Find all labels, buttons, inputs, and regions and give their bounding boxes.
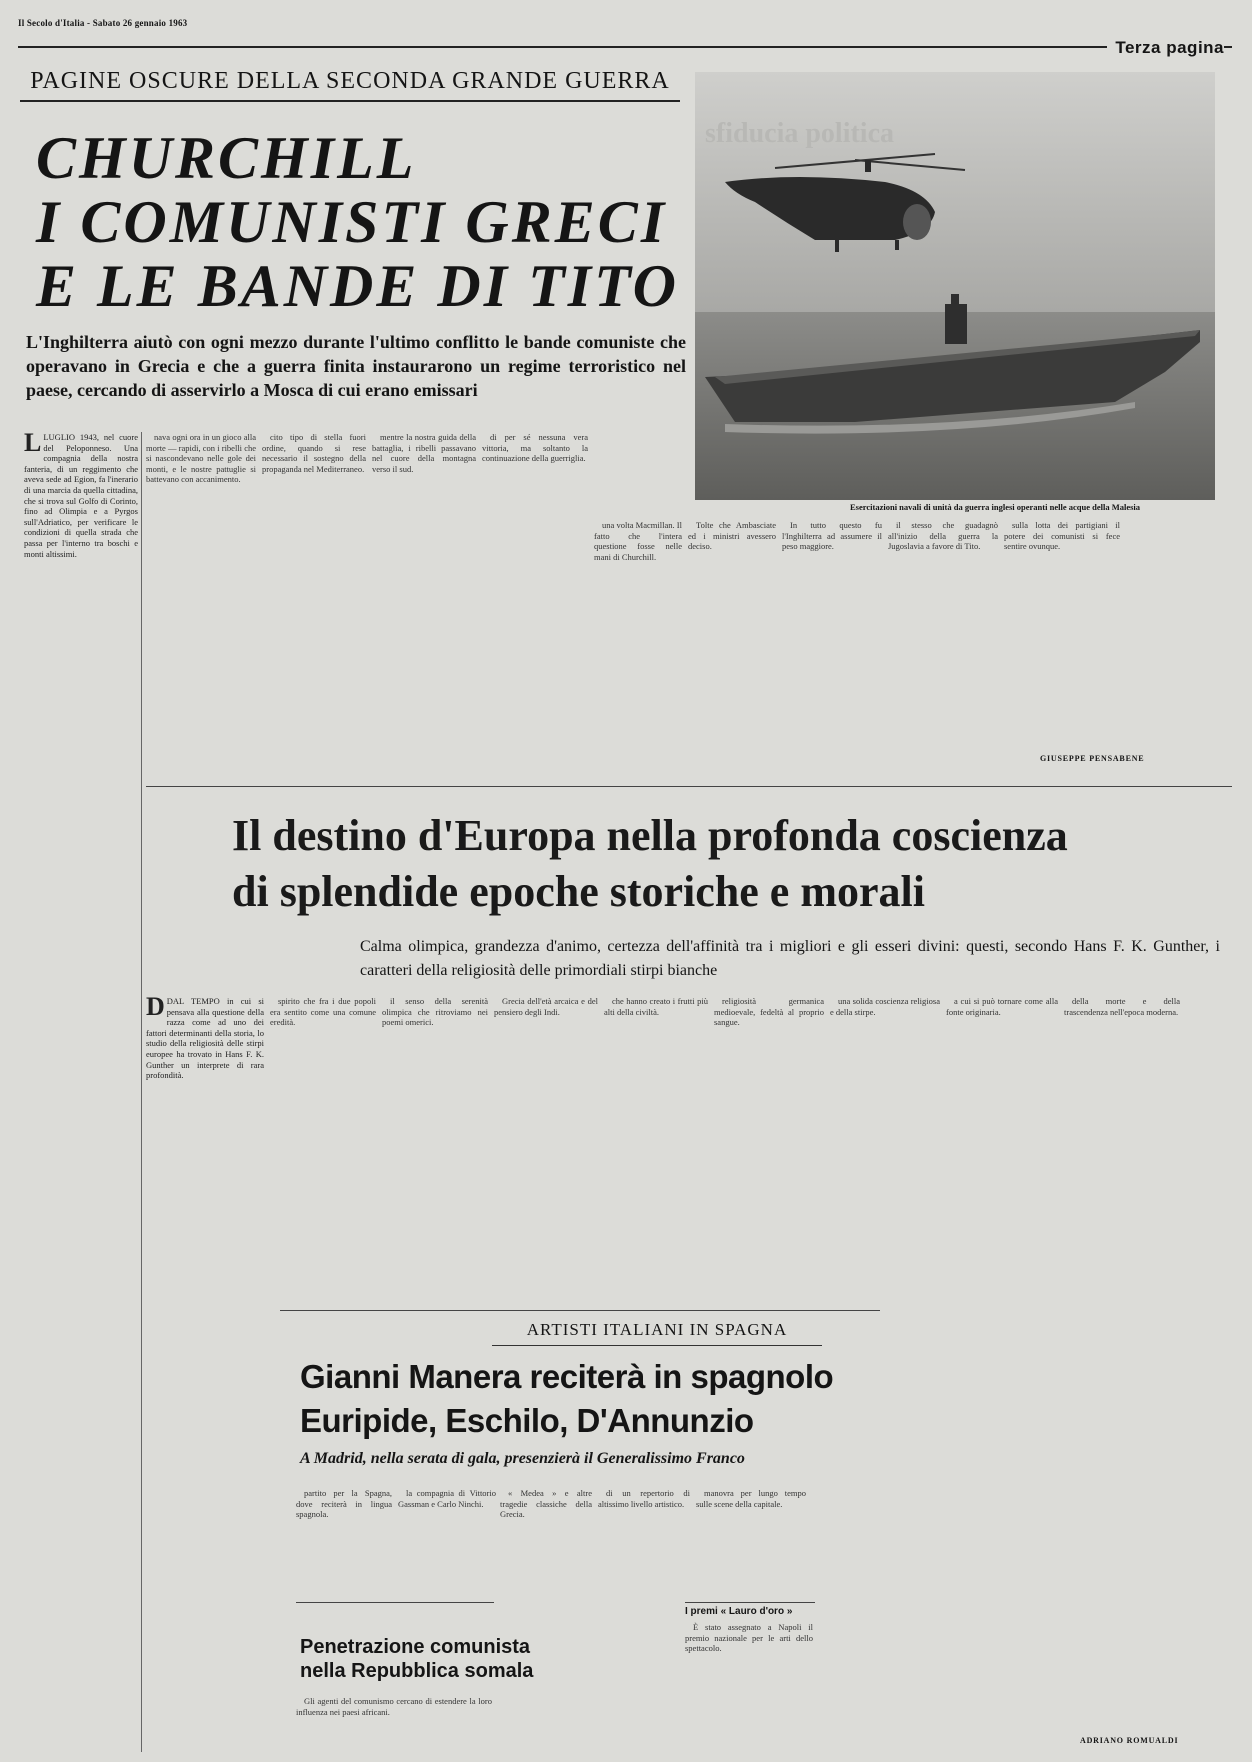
article2-byline: ADRIANO ROMUALDI (1080, 1736, 1179, 1745)
article3-kicker: ARTISTI ITALIANI IN SPAGNA (526, 1320, 788, 1339)
article2-deck: Calma olimpica, grandezza d'animo, certezza dell'affinità tra i migliori e gli esseri divini: questi, secondo Hans F. K. Gunther, i caratteri della religiosità delle primordiali stirpi bianche (360, 938, 1220, 979)
article4-headline-line-2: nella Repubblica somala (300, 1660, 534, 1682)
section-divider (146, 786, 1232, 787)
article4-headline (300, 1635, 550, 1683)
article1-headline (36, 125, 679, 319)
article1-column-6: una volta Macmillan. Il fatto che l'intera questione fosse nelle mani di Churchill. (594, 520, 682, 562)
article2-headline-line-1: Il destino d'Europa nella profonda coscienza (232, 811, 1068, 860)
article3-column-5: manovra per lungo tempo sulle scene della capitale. (696, 1488, 806, 1509)
article2-column-6: religiosità germanica medioevale, fedeltà al proprio sangue. (714, 996, 824, 1028)
article2-column-9: della morte e della trascendenza nell'epoca moderna. (1064, 996, 1180, 1017)
article2-column-7: una solida coscienza religiosa e della stirpe. (830, 996, 940, 1017)
article1-column-3: cito tipo di stella fuori ordine, quando si rese necessario il sostegno della propaganda nel Mediterraneo. (262, 432, 366, 474)
article1-column-9: il stesso che guadagnò all'inizio della guerra la Jugoslavia a favore di Tito. (888, 520, 998, 552)
article5-headline: I premi « Lauro d'oro » (685, 1606, 793, 1617)
article2-column-5: che hanno creato i frutti più alti della civiltà. (604, 996, 708, 1017)
dropcap-2: D (146, 996, 165, 1021)
article1-column-5: di per sé nessuna vera vittoria, ma soltanto la continuazione della guerriglia. (482, 432, 588, 464)
article3-deck: A Madrid, nella serata di gala, presenzierà il Generalissimo Franco (300, 1450, 745, 1467)
headline-line-3: E LE BANDE DI TITO (36, 253, 679, 319)
masthead-rule (18, 46, 1232, 48)
article5-body: È stato assegnato a Napoli il premio nazionale per le arti dello spettacolo. (685, 1622, 813, 1654)
article3-headline-line-1: Gianni Manera reciterà in spagnolo (300, 1358, 834, 1395)
article2-headline (232, 808, 1232, 920)
svg-text:sfiducia politica: sfiducia politica (705, 118, 895, 149)
article1-column-2: nava ogni ora in un gioco alla morte — rapidi, con i ribelli che si nascondevano nelle gole dei monti, e le nostre pattuglie si battevano con accanimento. (146, 432, 256, 485)
box-top-rule (280, 1310, 880, 1311)
aircraft-carrier-helicopter-image (695, 72, 1215, 500)
article3-column-3: « Medea » e altre tragedie classiche della Grecia. (500, 1488, 592, 1520)
article4-top-rule (296, 1602, 494, 1603)
article3-headline (300, 1355, 870, 1443)
article1-lead: LUGLIO 1943, nel cuore del Peloponneso. Una compagnia della nostra fanteria, di un reggimento che aveva sede ad Egion, fa l'inerario di una marcia da quella cittadina, che si trova sul Golfo di Corinto, fino ad Olimpia e a Pyrgos sull'Adriatico, per verificare le condizioni di quella strada che passa per l'interno tra boschi e monti altissimi. (24, 432, 138, 559)
section-label: Terza pagina (1107, 38, 1224, 58)
kicker-rule (20, 100, 680, 102)
article2-column-4: Grecia dell'età arcaica e del pensiero degli Indi. (494, 996, 598, 1017)
headline-line-2: I COMUNISTI GRECI (36, 189, 668, 255)
article2-column-8: a cui si può tornare come alla fonte originaria. (946, 996, 1058, 1017)
article1-column-1 (24, 432, 138, 1762)
article1-column-8: In tutto questo fu l'Inghilterra ad assumere il peso maggiore. (782, 520, 882, 552)
article4-headline-line-1: Penetrazione comunista (300, 1636, 531, 1658)
article2-column-3: il senso della serenità olimpica che ritroviamo nei poemi omerici. (382, 996, 488, 1028)
article3-column-4: di un repertorio di altissimo livello artistico. (598, 1488, 690, 1509)
article1-kicker: PAGINE OSCURE DELLA SECONDA GRANDE GUERRA (30, 68, 670, 94)
article1-column-7: Tolte che Ambasciate ed i ministri avessero deciso. (688, 520, 776, 552)
article1-column-4: mentre la nostra guida della battaglia, i ribelli passavano nel cuore della montagna verso il sud. (372, 432, 476, 474)
article2-column-1 (146, 996, 264, 1756)
headline-line-1: CHURCHILL (36, 125, 417, 191)
dropcap: L (24, 432, 42, 457)
article3-headline-line-2: Euripide, Eschilo, D'Annunzio (300, 1402, 754, 1439)
article3-column-2: la compagnia di Vittorio Gassman e Carlo Ninchi. (398, 1488, 496, 1509)
article3-column-1: partito per la Spagna, dove reciterà in lingua spagnola. (296, 1488, 392, 1520)
article2-column-2: spirito che fra i due popoli era sentito come una comune eredità. (270, 996, 376, 1028)
article5-top-rule (685, 1602, 815, 1603)
column-divider (141, 432, 142, 1752)
article4-body: Gli agenti del comunismo cercano di estendere la loro influenza nei paesi africani. (296, 1696, 492, 1717)
photo-caption: Esercitazioni navali di unità da guerra inglesi operanti nelle acque della Malesia (850, 502, 1141, 512)
masthead-date: Il Secolo d'Italia - Sabato 26 gennaio 1963 (18, 18, 188, 28)
article2-lead: DAL TEMPO in cui si pensava alla questione della razza come ad uno dei fattori determinanti della storia, lo studio della religiosità delle stirpi europee ha trovato in Hans F. K. Gunther un interprete di rara profondità. (146, 996, 264, 1081)
article2-headline-line-2: di splendide epoche storiche e morali (232, 867, 925, 916)
article1-byline: GIUSEPPE PENSABENE (1040, 754, 1145, 763)
article1-deck: L'Inghilterra aiutò con ogni mezzo durante l'ultimo conflitto le bande comuniste che operavano in Grecia e che a guerra finita instaurarono un regime terroristico nel paese, cercando di asservirlo a Mosca di cui erano emissari (26, 332, 686, 400)
article1-column-10: sulla lotta dei partigiani il potere dei comunisti si fece sentire ovunque. (1004, 520, 1120, 552)
box-kicker-rule (492, 1345, 822, 1346)
naval-photo (695, 72, 1215, 500)
